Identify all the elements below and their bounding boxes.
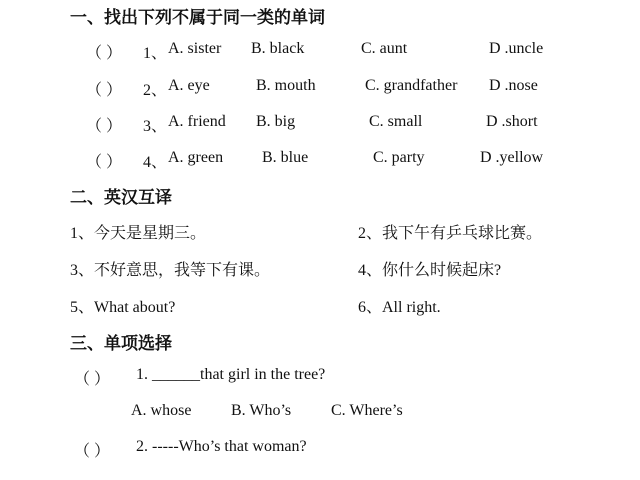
section-2-title: 二、英汉互译 [70,188,172,207]
section-3-title: 三、单项选择 [70,334,172,353]
option-c: C. party [373,149,425,166]
question-1-stem: 1. ______that girl in the tree? [136,366,326,383]
option-b: B. mouth [256,77,316,94]
option-b: B. big [256,113,296,130]
translation-item-2: 2、我下午有乒乓球比赛。 [358,225,543,242]
question-number: 3、 [143,118,168,135]
question-1-option-b: B. Who’s [231,402,292,419]
option-d: D .yellow [480,149,544,166]
question-1-option-a: A. whose [131,402,192,419]
question-number: 4、 [143,154,168,171]
translation-item-3: 3、不好意思，我等下有课。 [70,262,271,279]
option-b: B. black [251,40,305,57]
option-b: B. blue [262,149,309,166]
section-1-title: 一、找出下列不属于同一类的单词 [70,8,325,27]
option-c: C. aunt [361,40,408,57]
translation-item-1: 1、今天是星期三。 [70,225,207,242]
translation-item-6: 6、All right. [358,299,441,316]
option-a: A. friend [168,113,226,130]
answer-paren: （ ） [86,82,123,99]
option-c: C. grandfather [365,77,458,94]
question-number: 1、 [143,45,168,62]
answer-paren: （ ） [86,154,123,171]
option-a: A. sister [168,40,222,57]
option-a: A. eye [168,77,210,94]
option-d: D .short [486,113,538,130]
question-2-stem: 2. -----Who’s that woman? [136,438,307,455]
translation-item-4: 4、你什么时候起床? [358,262,502,279]
question-number: 2、 [143,82,168,99]
answer-paren: （ ） [86,118,123,135]
answer-paren: （ ） [74,443,111,460]
option-d: D .nose [489,77,538,94]
option-c: C. small [369,113,423,130]
answer-paren: （ ） [86,45,123,62]
question-1-option-c: C. Where’s [331,402,403,419]
option-a: A. green [168,149,224,166]
answer-paren: （ ） [74,371,111,388]
translation-item-5: 5、What about? [70,299,176,316]
option-d: D .uncle [489,40,544,57]
